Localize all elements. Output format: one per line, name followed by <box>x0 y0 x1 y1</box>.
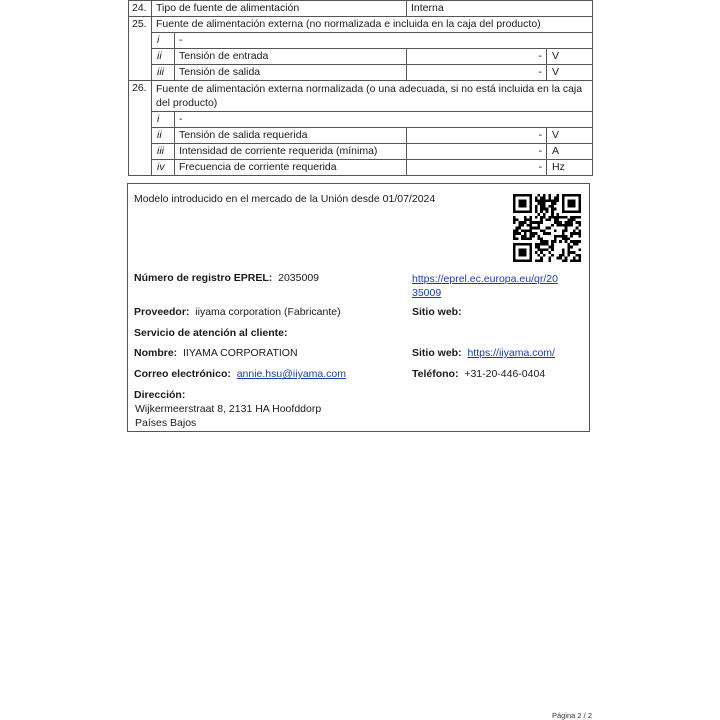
name-label: Nombre: <box>134 347 178 359</box>
email-row <box>134 368 346 380</box>
qr-code-icon[interactable] <box>513 194 581 262</box>
supplier-row <box>134 306 341 318</box>
subrow-value: - <box>407 160 547 176</box>
roman-numeral: i <box>152 33 175 49</box>
subrow-value: - <box>407 65 547 81</box>
phone-label: Teléfono: <box>412 368 459 380</box>
table-subrow <box>129 112 593 128</box>
subrow-unit: Hz <box>547 160 593 176</box>
table-row <box>129 1 593 17</box>
eprel-link-line1: https://eprel.ec.europa.eu/qr/20 <box>412 273 558 285</box>
subrow-label: Tensión de entrada <box>175 49 407 65</box>
service-heading: Servicio de atención al cliente: <box>134 327 288 339</box>
row-number: 25. <box>129 17 152 81</box>
roman-numeral: iii <box>152 65 175 81</box>
subrow-label: - <box>175 112 593 128</box>
subrow-label: Intensidad de corriente requerida (mínima) <box>175 144 407 160</box>
table-subrow <box>129 128 593 144</box>
row-number: 24. <box>129 1 152 17</box>
phone-row <box>412 368 545 380</box>
email-link[interactable]: annie.hsu@iiyama.com <box>236 368 346 380</box>
row-title: Fuente de alimentación externa (no normalizada e incluida en la caja del producto) <box>152 17 593 33</box>
subrow-unit: V <box>547 49 593 65</box>
table-row <box>129 81 593 112</box>
supplier-label: Proveedor: <box>134 306 190 318</box>
subrow-label: Tensión de salida <box>175 65 407 81</box>
name-value: IIYAMA CORPORATION <box>183 347 298 359</box>
address-label: Dirección: <box>134 389 186 401</box>
table-subrow <box>129 160 593 176</box>
row-number: 26. <box>129 81 152 176</box>
row-title: Fuente de alimentación externa normalizada (o una adecuada, si no está incluida en la caja del producto) <box>152 81 593 112</box>
table-subrow <box>129 144 593 160</box>
subrow-value: - <box>407 144 547 160</box>
roman-numeral: ii <box>152 49 175 65</box>
row-value: Interna <box>407 1 593 17</box>
row-label: Tipo de fuente de alimentación <box>152 1 407 17</box>
subrow-unit: V <box>547 65 593 81</box>
supplier-web-label: Sitio web: <box>412 306 462 318</box>
roman-numeral: ii <box>152 128 175 144</box>
address-line-2: Países Bajos <box>135 417 197 429</box>
subrow-label: - <box>175 33 593 49</box>
market-date-text: Modelo introducido en el mercado de la Unión desde 01/07/2024 <box>134 193 436 205</box>
roman-numeral: i <box>152 112 175 128</box>
service-web-row <box>412 347 555 359</box>
subrow-unit: A <box>547 144 593 160</box>
table-subrow <box>129 65 593 81</box>
table-subrow <box>129 33 593 49</box>
supplier-value: iiyama corporation (Fabricante) <box>195 306 341 318</box>
roman-numeral: iii <box>152 144 175 160</box>
subrow-unit: V <box>547 128 593 144</box>
eprel-number: 2035009 <box>278 272 320 284</box>
table-row <box>129 17 593 33</box>
name-row <box>134 347 298 359</box>
email-label: Correo electrónico: <box>134 368 231 380</box>
table-subrow <box>129 49 593 65</box>
subrow-label: Tensión de salida requerida <box>175 128 407 144</box>
service-web-label: Sitio web: <box>412 347 462 359</box>
eprel-row <box>134 272 319 284</box>
subrow-label: Frecuencia de corriente requerida <box>175 160 407 176</box>
service-web-link[interactable]: https://iiyama.com/ <box>467 347 555 359</box>
address-line-1: Wijkermeerstraat 8, 2131 HA Hoofddorp <box>135 403 322 415</box>
subrow-value: - <box>407 49 547 65</box>
eprel-link[interactable] <box>412 272 558 300</box>
product-info-card <box>127 183 590 432</box>
page-number: Página 2 / 2 <box>551 711 592 720</box>
subrow-value: - <box>407 128 547 144</box>
eprel-label: Número de registro EPREL: <box>134 272 273 284</box>
roman-numeral: iv <box>152 160 175 176</box>
eprel-link-line2: 35009 <box>412 287 442 299</box>
spec-table <box>128 0 593 176</box>
phone-value: +31-20-446-0404 <box>464 368 546 380</box>
